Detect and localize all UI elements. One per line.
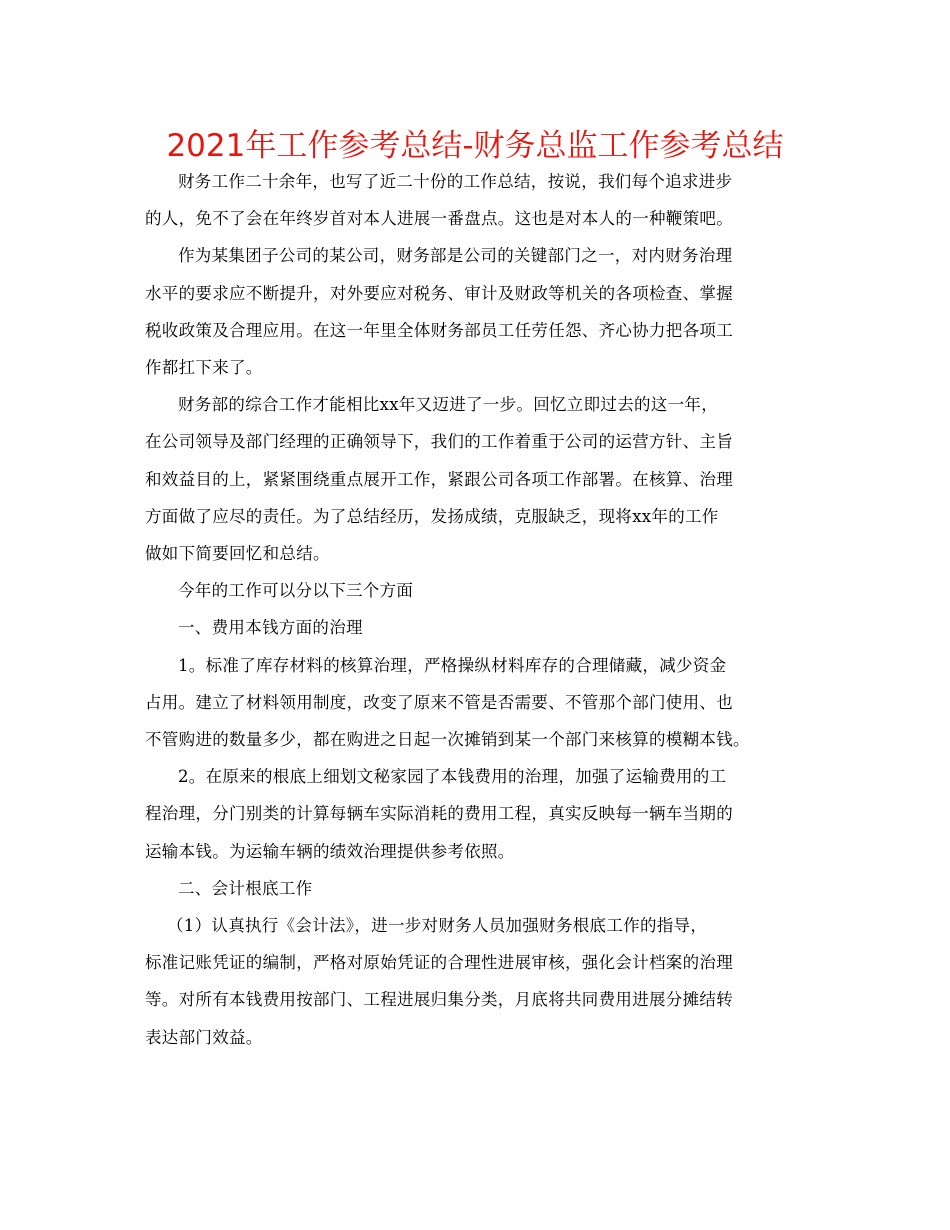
paragraph-line: 2。在原来的根底上细划文秘家园了本钱费用的治理，加强了运输费用的工 [178,767,727,787]
section-heading-text: 二、会计根底工作 [178,878,313,898]
paragraph-line: （1）认真执行《会计法》，进一步对财务人员加强财务根底工作的指导， [167,916,708,936]
paragraph-line: 今年的工作可以分以下三个方面 [178,581,414,601]
paragraph [145,163,810,237]
section-heading [145,870,810,907]
paragraph-line: 标准记账凭证的编制，严格对原始凭证的合理性进展审核，强化会计档案的治理 [145,953,733,973]
paragraph-line: 不管购进的数量多少，都在购进之日起一次摊销到某一个部门来核算的模糊本钱。 [145,730,750,750]
paragraph-line: 方面做了应尽的责任。为了总结经历，发扬成绩，克服缺乏，现将xx年的工作 [145,506,719,526]
paragraph-line: 程治理，分门别类的计算每辆车实际消耗的费用工程，真实反映每一辆车当期的 [145,804,733,824]
paragraph-line: 运输本钱。为运输车辆的绩效治理提供参考依照。 [145,841,515,861]
paragraph-line: 作为某集团子公司的某公司，财务部是公司的关键部门之一，对内财务治理 [178,246,733,266]
paragraph [145,386,810,572]
paragraph-line: 作都扛下来了。 [145,358,263,378]
paragraph-line: 和效益目的上，紧紧围绕重点展开工作，紧跟公司各项工作部署。在核算、治理 [145,469,733,489]
section-heading-text: 一、费用本钱方面的治理 [178,618,363,638]
paragraph-line: 1。标准了库存材料的核算治理，严格操纵材料库存的合理储藏，减少资金 [178,655,727,675]
paragraph-line: 表达部门效益。 [145,1027,263,1047]
paragraph-line: 财务工作二十余年，也写了近二十份的工作总结，按说，我们每个追求进步 [178,172,733,191]
paragraph [145,647,810,759]
paragraph-line: 水平的要求应不断提升，对外要应对税务、审计及财政等机关的各项检查、掌握 [145,283,733,303]
paragraph [145,758,810,870]
paragraph-line: 财务部的综合工作才能相比xx年又迈进了一步。回忆立即过去的这一年， [178,395,719,415]
paragraph [145,572,810,609]
paragraph [145,907,810,1056]
section-heading [145,609,810,646]
paragraph-line: 的人，免不了会在年终岁首对本人进展一番盘点。这也是对本人的一种鞭策吧。 [145,209,733,229]
paragraph-line: 做如下简要回忆和总结。 [145,544,330,564]
paragraph [145,237,810,386]
document-body [145,163,810,1056]
paragraph-line: 占用。建立了材料领用制度，改变了原来不管是否需要、不管那个部门使用、也 [145,692,733,712]
document-title: 2021年工作参考总结-财务总监工作参考总结 [166,128,784,164]
paragraph-line: 在公司领导及部门经理的正确领导下，我们的工作着重于公司的运营方针、主旨 [145,432,733,452]
paragraph-line: 税收政策及合理应用。在这一年里全体财务部员工任劳任怨、齐心协力把各项工 [145,320,733,340]
paragraph-line: 等。对所有本钱费用按部门、工程进展归集分类，月底将共同费用进展分摊结转 [145,990,733,1010]
